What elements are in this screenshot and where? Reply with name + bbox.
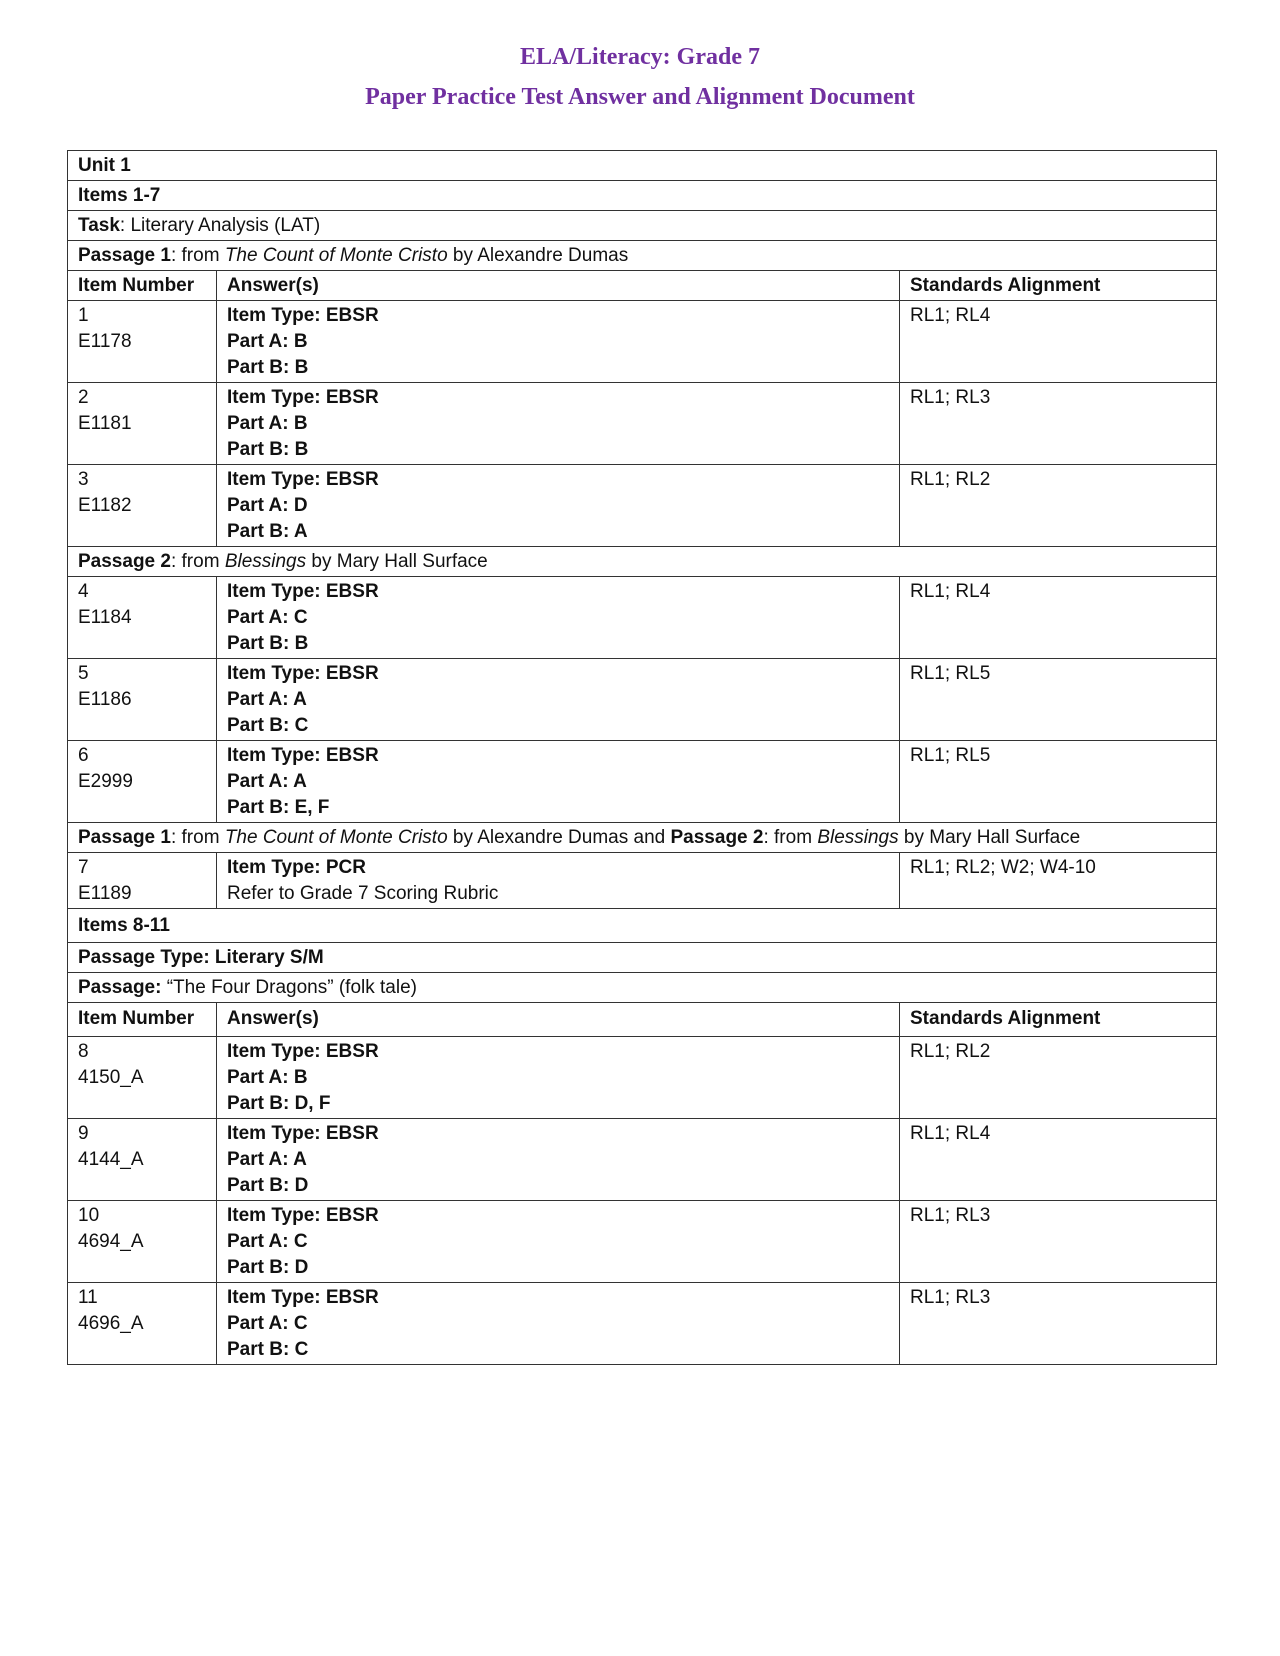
part-b-answer: Part B: C <box>227 715 309 736</box>
unit-label: Unit 1 <box>68 151 1217 181</box>
part-b-answer: Part B: D <box>227 1257 309 1278</box>
passage-label: Passage 1 <box>78 245 171 266</box>
task-cell <box>68 211 1217 241</box>
column-header-answers: Answer(s) <box>217 1003 900 1037</box>
item-number: 2 <box>78 387 89 408</box>
item-number-cell <box>68 301 217 383</box>
table-row <box>68 301 1217 383</box>
part-b-answer: Part B: B <box>227 633 309 654</box>
answer-cell <box>217 659 900 741</box>
passage-type-label: Passage Type: Literary S/M <box>68 943 1217 973</box>
column-header-standards: Standards Alignment <box>900 271 1217 301</box>
passage-label: Passage 2 <box>670 827 764 848</box>
passage-cell <box>68 547 1217 577</box>
table-row <box>68 659 1217 741</box>
item-code: 4694_A <box>78 1231 144 1252</box>
item-code: E1189 <box>78 883 132 904</box>
standards-cell: RL1; RL2; W2; W4-10 <box>900 853 1217 909</box>
item-code: E1182 <box>78 495 132 516</box>
item-number-cell <box>68 1037 217 1119</box>
item-type: Item Type: EBSR <box>227 745 379 766</box>
column-header-standards: Standards Alignment <box>900 1003 1217 1037</box>
item-number: 4 <box>78 581 89 602</box>
part-a-answer: Part A: B <box>227 331 308 352</box>
task-label: Task <box>78 215 120 236</box>
item-code: E1186 <box>78 689 132 710</box>
part-b-answer: Part B: B <box>227 439 309 460</box>
column-header-item-number: Item Number <box>68 1003 217 1037</box>
part-a-answer: Part A: C <box>227 607 308 628</box>
item-code: E2999 <box>78 771 133 792</box>
combined-passage-cell <box>68 823 1217 853</box>
part-b-answer: Part B: E, F <box>227 797 330 818</box>
document-subtitle: Paper Practice Test Answer and Alignment Document <box>365 84 915 110</box>
item-code: 4696_A <box>78 1313 144 1334</box>
combined-passage-row <box>68 823 1217 853</box>
passage-from: : from <box>170 551 225 572</box>
item-number-cell <box>68 741 217 823</box>
answer-cell <box>217 577 900 659</box>
passage-title: The Count of Monte Cristo <box>224 827 448 848</box>
column-header-item-number: Item Number <box>68 271 217 301</box>
part-a-answer: Part A: C <box>227 1313 308 1334</box>
answer-cell <box>217 383 900 465</box>
part-a-answer: Part A: C <box>227 1231 308 1252</box>
answer-cell <box>217 1119 900 1201</box>
item-type: Item Type: EBSR <box>227 581 379 602</box>
part-b-answer: Part B: B <box>227 357 309 378</box>
items-range-label: Items 8-11 <box>68 909 1217 943</box>
part-b-answer: Part B: A <box>227 521 308 542</box>
item-type: Item Type: EBSR <box>227 1205 379 1226</box>
item-number-cell <box>68 853 217 909</box>
table-row <box>68 1119 1217 1201</box>
table-row <box>68 1283 1217 1365</box>
item-type: Item Type: EBSR <box>227 1123 379 1144</box>
item-type: Item Type: PCR <box>227 857 367 878</box>
part-a-answer: Part A: B <box>227 1067 308 1088</box>
passage-row <box>68 241 1217 271</box>
task-value: : Literary Analysis (LAT) <box>119 215 321 236</box>
answer-cell <box>217 301 900 383</box>
part-b-answer: Part B: D, F <box>227 1093 331 1114</box>
table-row <box>68 741 1217 823</box>
item-code: E1178 <box>78 331 132 352</box>
passage-title: The Count of Monte Cristo <box>224 245 448 266</box>
answer-note: Refer to Grade 7 Scoring Rubric <box>227 883 499 904</box>
standards-cell: RL1; RL3 <box>900 383 1217 465</box>
standards-cell: RL1; RL2 <box>900 1037 1217 1119</box>
item-number: 5 <box>78 663 89 684</box>
passage-from: : from <box>170 245 225 266</box>
item-type: Item Type: EBSR <box>227 387 379 408</box>
standards-cell: RL1; RL4 <box>900 301 1217 383</box>
item-type: Item Type: EBSR <box>227 1287 379 1308</box>
standards-cell: RL1; RL3 <box>900 1283 1217 1365</box>
item-code: 4144_A <box>78 1149 144 1170</box>
item-number: 6 <box>78 745 89 766</box>
item-type: Item Type: EBSR <box>227 663 379 684</box>
part-b-answer: Part B: C <box>227 1339 309 1360</box>
table-row <box>68 465 1217 547</box>
answer-cell <box>217 741 900 823</box>
passage-cell <box>68 973 1217 1003</box>
passage-label: Passage 2 <box>78 551 171 572</box>
standards-cell: RL1; RL4 <box>900 577 1217 659</box>
passage-author: by Alexandre Dumas <box>447 245 629 266</box>
table-row <box>68 1037 1217 1119</box>
passage-from: : from <box>763 827 818 848</box>
passage-title: Blessings <box>224 551 307 572</box>
document-title: ELA/Literacy: Grade 7 <box>520 44 760 70</box>
passage-cell <box>68 241 1217 271</box>
item-code: 4150_A <box>78 1067 144 1088</box>
answer-cell <box>217 1201 900 1283</box>
standards-cell: RL1; RL5 <box>900 659 1217 741</box>
answer-cell <box>217 1037 900 1119</box>
standards-cell: RL1; RL4 <box>900 1119 1217 1201</box>
passage-row <box>68 547 1217 577</box>
passage-title: “The Four Dragons” (folk tale) <box>161 977 417 998</box>
table-row <box>68 853 1217 909</box>
items-range-row <box>68 909 1217 943</box>
standards-cell: RL1; RL2 <box>900 465 1217 547</box>
item-code: E1181 <box>78 413 132 434</box>
part-a-answer: Part A: D <box>227 495 308 516</box>
item-number: 7 <box>78 857 89 878</box>
passage-label: Passage 1 <box>78 827 171 848</box>
table-row <box>68 1201 1217 1283</box>
item-number: 8 <box>78 1041 89 1062</box>
passage-row <box>68 973 1217 1003</box>
unit-row <box>68 151 1217 181</box>
standards-cell: RL1; RL5 <box>900 741 1217 823</box>
item-type: Item Type: EBSR <box>227 469 379 490</box>
task-row <box>68 211 1217 241</box>
passage-title: Blessings <box>817 827 899 848</box>
item-number-cell <box>68 1201 217 1283</box>
part-a-answer: Part A: A <box>227 689 307 710</box>
item-number-cell <box>68 577 217 659</box>
part-a-answer: Part A: A <box>227 1149 307 1170</box>
item-number: 9 <box>78 1123 89 1144</box>
item-number-cell <box>68 1119 217 1201</box>
passage-type-row <box>68 943 1217 973</box>
items-range-label: Items 1-7 <box>68 181 1217 211</box>
item-type: Item Type: EBSR <box>227 305 379 326</box>
item-code: E1184 <box>78 607 132 628</box>
item-type: Item Type: EBSR <box>227 1041 379 1062</box>
alignment-table <box>67 150 1217 1365</box>
part-a-answer: Part A: A <box>227 771 307 792</box>
answer-cell <box>217 853 900 909</box>
table-row <box>68 383 1217 465</box>
answer-cell <box>217 1283 900 1365</box>
answer-cell <box>217 465 900 547</box>
part-a-answer: Part A: B <box>227 413 308 434</box>
passage-author: by Mary Hall Surface <box>898 827 1081 848</box>
item-number: 1 <box>78 305 89 326</box>
passage-from: : from <box>170 827 225 848</box>
table-row <box>68 577 1217 659</box>
passage-author-and: by Alexandre Dumas and <box>447 827 671 848</box>
column-header-answers: Answer(s) <box>217 271 900 301</box>
item-number-cell <box>68 465 217 547</box>
item-number: 3 <box>78 469 89 490</box>
item-number-cell <box>68 659 217 741</box>
column-header-row <box>68 1003 1217 1037</box>
part-b-answer: Part B: D <box>227 1175 309 1196</box>
column-header-row <box>68 271 1217 301</box>
standards-cell: RL1; RL3 <box>900 1201 1217 1283</box>
item-number: 10 <box>78 1205 100 1226</box>
item-number: 11 <box>78 1287 98 1308</box>
item-number-cell <box>68 1283 217 1365</box>
items-range-row <box>68 181 1217 211</box>
item-number-cell <box>68 383 217 465</box>
passage-author: by Mary Hall Surface <box>306 551 488 572</box>
passage-label: Passage: <box>78 977 162 998</box>
